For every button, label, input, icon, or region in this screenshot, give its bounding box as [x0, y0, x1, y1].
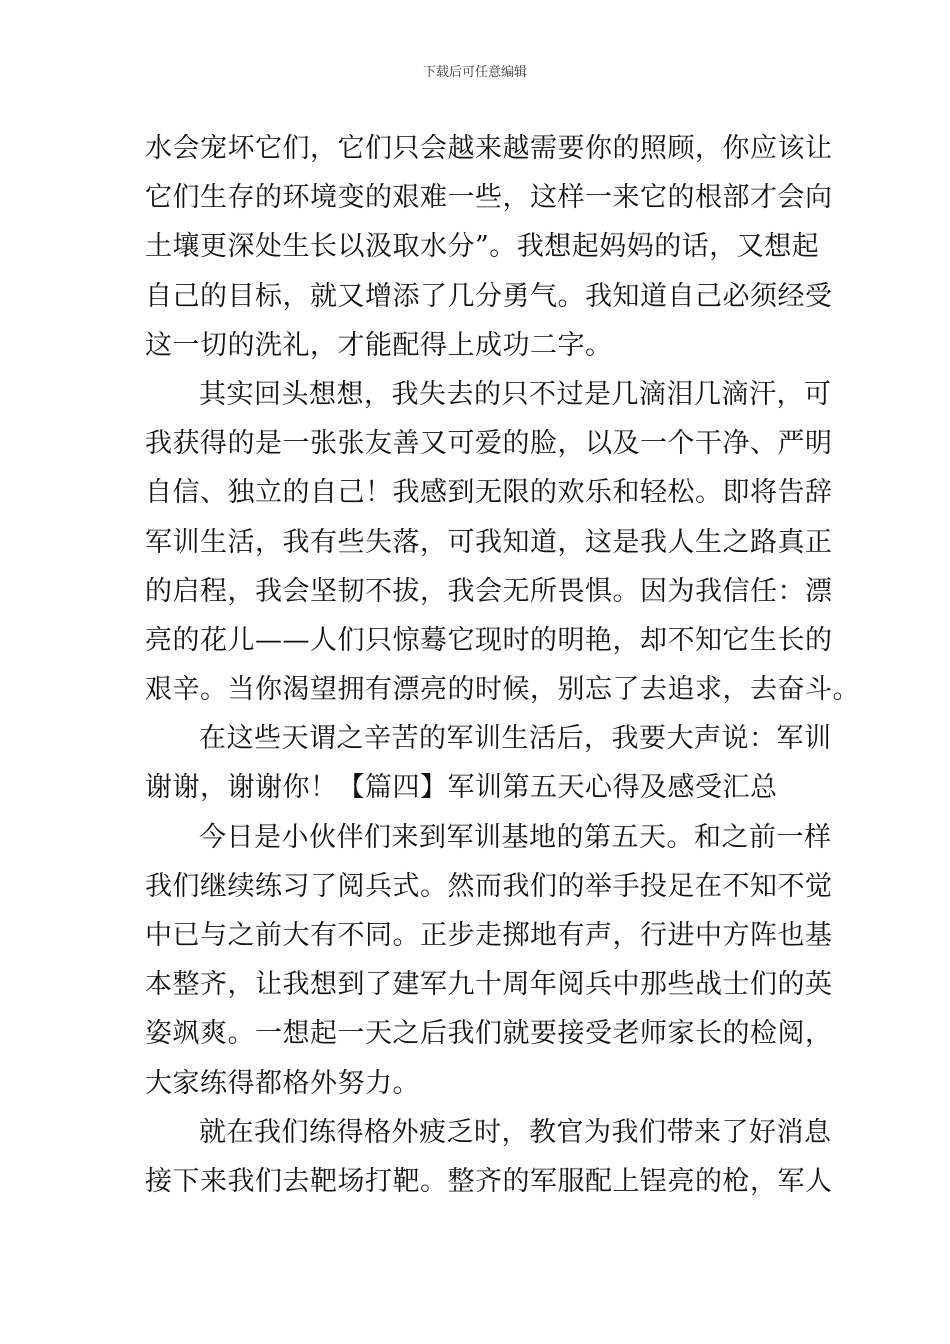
paragraph-first-line: 就在我们练得格外疲乏时，教官为我们带来了好消息: [199, 1116, 832, 1148]
text-line: 本整齐，让我想到了建军九十周年阅兵中那些战士们的英: [145, 969, 833, 1001]
text-line: 谢谢，谢谢你！【篇四】军训第五天心得及感受汇总: [145, 772, 778, 804]
document-body: [145, 124, 860, 1206]
text-line: 我们继续练习了阅兵式。然而我们的举手投足在不知不觉: [145, 870, 833, 902]
text-line: 大家练得都格外努力。: [145, 1067, 420, 1099]
text-line: 的启程，我会坚韧不拔，我会无所畏惧。因为我信任：漂: [145, 575, 833, 607]
text-line: 它们生存的环境变的艰难一些，这样一来它的根部才会向: [145, 182, 833, 214]
text-line: 中已与之前大有不同。正步走掷地有声，行进中方阵也基: [145, 920, 833, 951]
text-line: 接下来我们去靶场打靶。整齐的军服配上锃亮的枪，军人: [145, 1165, 833, 1197]
text-line: 土壤更深处生长以汲取水分”。我想起妈妈的话，又想起: [145, 231, 820, 263]
text-line: 自信、独立的自己！我感到无限的欢乐和轻松。即将告辞: [145, 477, 833, 509]
text-line: 水会宠坏它们，它们只会越来越需要你的照顾，你应该让: [145, 133, 833, 164]
text-line: 我获得的是一张张友善又可爱的脸，以及一个干净、严明: [145, 428, 833, 460]
text-line: 军训生活，我有些失落，可我知道，这是我人生之路真正: [145, 526, 833, 558]
text-line: 自己的目标，就又增添了几分勇气。我知道自己必须经受: [145, 280, 833, 312]
text-line: 这一切的洗礼，才能配得上成功二字。: [145, 329, 613, 361]
paragraph-first-line: 今日是小伙伴们来到军训基地的第五天。和之前一样: [199, 821, 832, 853]
text-line: 艰辛。当你渴望拥有漂亮的时候，别忘了去追求，去奋斗。: [145, 674, 860, 706]
text-line: 姿飒爽。一想起一天之后我们就要接受老师家长的检阅，: [145, 1018, 833, 1050]
paragraph-first-line: 其实回头想想，我失去的只不过是几滴泪几滴汗，可: [199, 378, 832, 410]
text-line: 亮的花儿——人们只惊蓦它现时的明艳，却不知它生长的: [145, 624, 833, 656]
paragraph-first-line: 在这些天谓之辛苦的军训生活后，我要大声说：军训: [199, 723, 832, 755]
page-header: 下载后可任意编辑: [422, 65, 527, 80]
